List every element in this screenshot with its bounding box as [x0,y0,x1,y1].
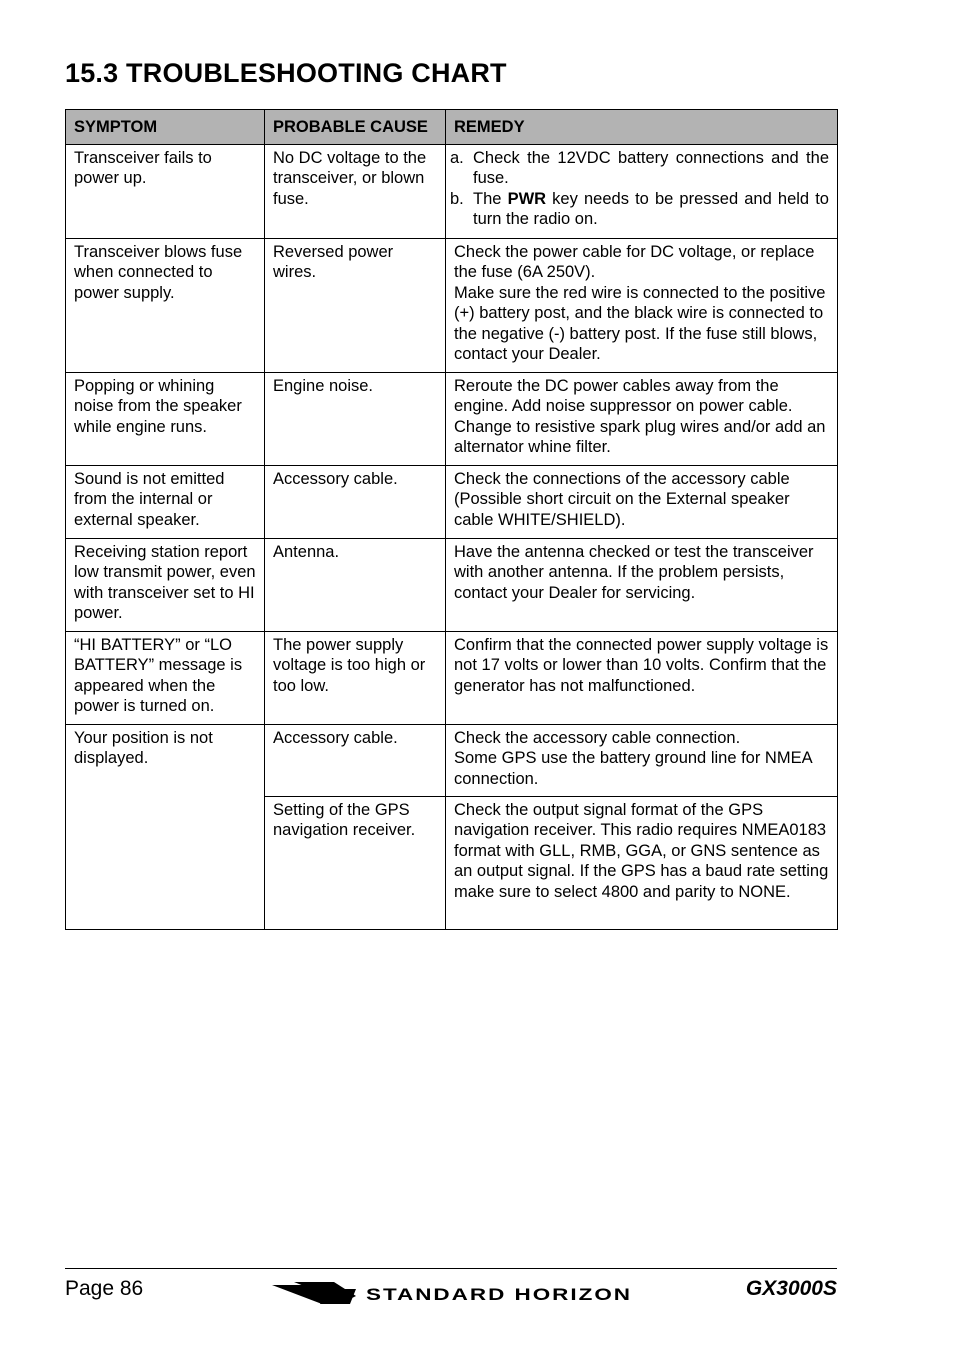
header-symptom: SYMPTOM [66,110,265,145]
remedy-text-post: key needs to be pressed and held to turn the radio on. [473,189,829,229]
cause-cell: The power supply voltage is too high or too low. [265,632,446,725]
remedy-cell: Reroute the DC power cables away from the engine. Add noise suppressor on power cable. Change to resistive spark plug wires and/or add an alternator whine filter. [446,373,838,466]
remedy-paragraph: Make sure the red wire is connected to the positive (+) battery post, and the black wire is connected to the negative (-) battery post. If the fuse still blows, contact your Dealer. [454,283,826,364]
table-row [66,725,838,797]
section-heading: 15.3 TROUBLESHOOTING CHART [65,58,507,88]
standard-horizon-logo [272,1279,636,1307]
cause-cell: Engine noise. [265,373,446,466]
cause-cell: Antenna. [265,539,446,632]
table-row [66,145,838,239]
symptom-cell: Sound is not emitted from the internal or external speaker. [66,466,265,539]
remedy-cell [446,725,838,797]
table-row [66,466,838,539]
header-remedy: REMEDY [446,110,838,145]
cause-cell: No DC voltage to the transceiver, or blown fuse. [265,145,446,239]
remedy-paragraph: Some GPS use the battery ground line for NMEA connection. [454,749,812,788]
remedy-text [473,189,829,230]
cause-cell: Accessory cable. [265,466,446,539]
model-name: GX3000S [745,1277,837,1300]
remedy-paragraph: Check the accessory cable connection. [454,729,741,747]
brand-mark-icon [272,1282,356,1304]
table-row [66,239,838,373]
symptom-cell: “HI BATTERY” or “LO BATTERY” message is appeared when the power is turned on. [66,632,265,725]
cause-cell: Setting of the GPS navigation receiver. [265,797,446,930]
symptom-cell: Popping or whining noise from the speaker while engine runs. [66,373,265,466]
remedy-cell: Check the connections of the accessory cable (Possible short circuit on the External speaker cable WHITE/SHIELD). [446,466,838,539]
remedy-cell [446,145,838,239]
symptom-cell: Transceiver blows fuse when connected to power supply. [66,239,265,373]
remedy-cell [446,239,838,373]
troubleshooting-table [65,109,838,930]
cause-cell: Reversed power wires. [265,239,446,373]
remedy-paragraph: Check the power cable for DC voltage, or replace the fuse (6A 250V). [454,243,815,282]
symptom-cell: Receiving station report low transmit power, even with transceiver set to HI power. [66,539,265,632]
pwr-key-label: PWR [507,189,547,208]
table-header-row [66,110,838,145]
remedy-item-b [450,189,829,230]
symptom-cell: Your position is not displayed. [66,725,265,930]
remedy-item-a [450,148,829,189]
table-row [66,373,838,466]
brand-wordmark: STANDARD HORIZON [366,1285,632,1304]
remedy-cell: Confirm that the connected power supply voltage is not 17 volts or lower than 10 volts. Confirm that the generator has not malfunctioned. [446,632,838,725]
remedy-text-pre: The [473,189,508,208]
item-marker: b. [450,189,464,208]
footer-divider [65,1268,837,1269]
header-probable-cause: PROBABLE CAUSE [265,110,446,145]
remedy-cell: Check the output signal format of the GPS navigation receiver. This radio requires NMEA0183 format with GLL, RMB, GGA, or GNS sentence as an output signal. If the GPS has a baud rate setting make sure to select 4800 and parity to NONE. [446,797,838,930]
symptom-cell: Transceiver fails to power up. [66,145,265,239]
table-row [66,632,838,725]
table-row [66,539,838,632]
cause-cell: Accessory cable. [265,725,446,797]
remedy-text: Check the 12VDC battery connections and the fuse. [473,149,829,188]
page-number: Page 86 [65,1277,144,1300]
item-marker: a. [450,149,464,167]
remedy-cell: Have the antenna checked or test the transceiver with another antenna. If the problem persists, contact your Dealer for servicing. [446,539,838,632]
